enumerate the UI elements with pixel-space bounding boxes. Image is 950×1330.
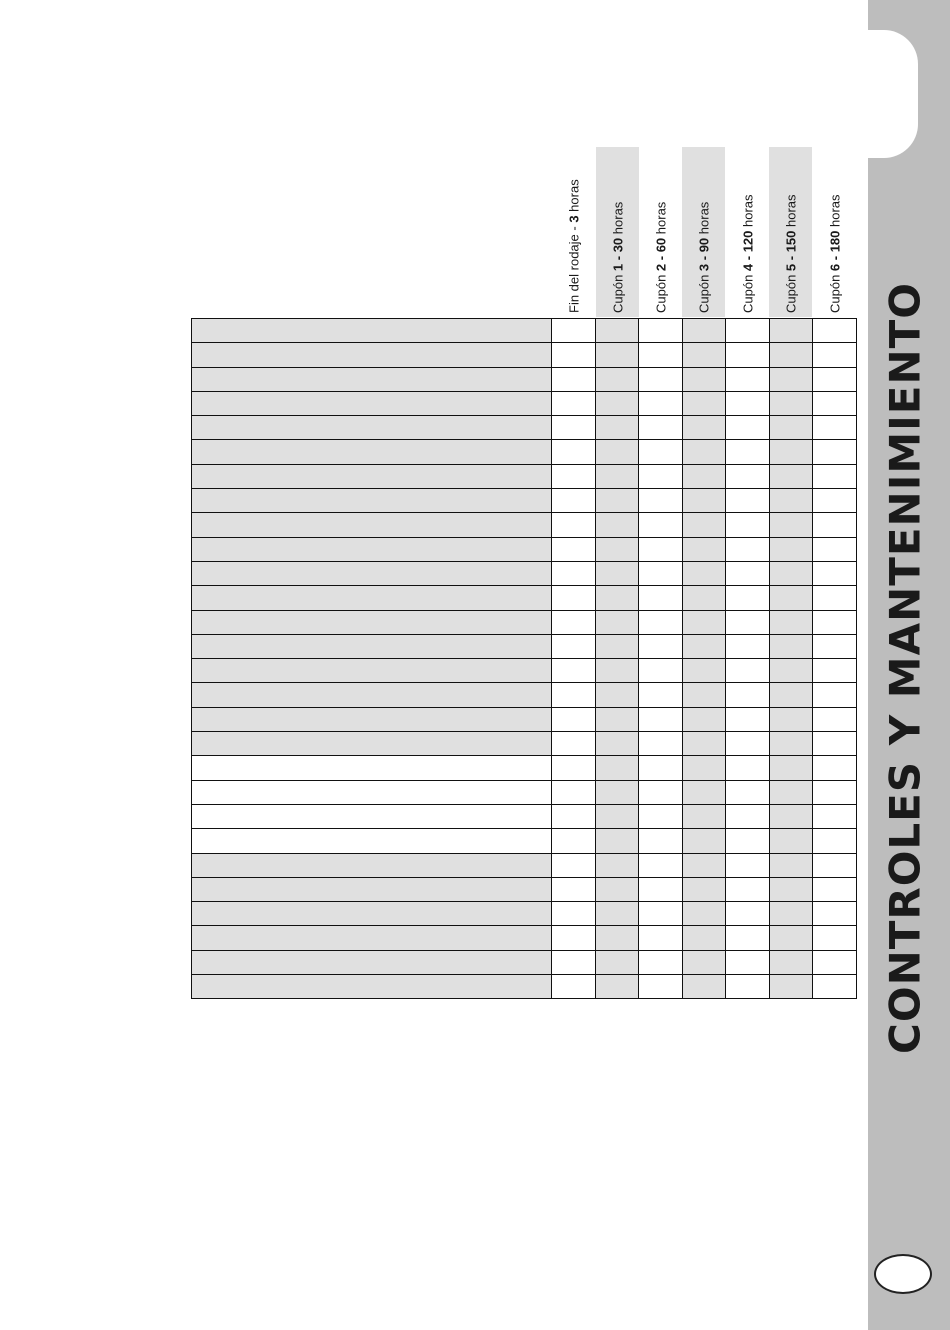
check-cell [726, 853, 770, 877]
check-cell [726, 756, 770, 780]
check-cell [813, 440, 857, 464]
task-cell [192, 829, 552, 853]
check-cell [726, 464, 770, 488]
task-cell [192, 975, 552, 999]
column-header-1 [552, 147, 595, 317]
check-cell [682, 513, 726, 537]
check-cell [595, 319, 639, 343]
check-cell [552, 464, 596, 488]
check-cell [552, 877, 596, 901]
table-row [192, 440, 857, 464]
table-row [192, 586, 857, 610]
check-cell [813, 902, 857, 926]
check-cell [726, 440, 770, 464]
check-cell [682, 926, 726, 950]
check-cell [552, 950, 596, 974]
check-cell [595, 975, 639, 999]
check-cell [682, 489, 726, 513]
table-row [192, 902, 857, 926]
check-cell [813, 975, 857, 999]
check-cell [813, 756, 857, 780]
check-cell [726, 343, 770, 367]
check-cell [552, 416, 596, 440]
check-cell [639, 391, 683, 415]
check-cell [726, 683, 770, 707]
check-cell [726, 391, 770, 415]
check-cell [552, 634, 596, 658]
check-cell [726, 804, 770, 828]
task-cell [192, 319, 552, 343]
check-cell [682, 829, 726, 853]
column-header-2 [596, 147, 639, 317]
check-cell [639, 586, 683, 610]
check-cell [639, 489, 683, 513]
check-cell [552, 561, 596, 585]
check-cell [769, 804, 813, 828]
check-cell [595, 391, 639, 415]
check-cell [682, 683, 726, 707]
check-cell [726, 586, 770, 610]
check-cell [682, 756, 726, 780]
task-cell [192, 732, 552, 756]
check-cell [552, 780, 596, 804]
table-row [192, 610, 857, 634]
task-cell [192, 513, 552, 537]
column-header-6 [769, 147, 812, 317]
table-row [192, 464, 857, 488]
check-cell [682, 343, 726, 367]
check-cell [813, 683, 857, 707]
check-cell [595, 732, 639, 756]
check-cell [595, 950, 639, 974]
check-cell [813, 804, 857, 828]
check-cell [769, 926, 813, 950]
check-cell [726, 610, 770, 634]
task-cell [192, 683, 552, 707]
task-cell [192, 902, 552, 926]
check-cell [769, 780, 813, 804]
check-cell [552, 513, 596, 537]
task-cell [192, 464, 552, 488]
check-cell [639, 610, 683, 634]
check-cell [595, 367, 639, 391]
check-cell [639, 683, 683, 707]
check-cell [726, 877, 770, 901]
check-cell [769, 756, 813, 780]
column-header-5 [726, 147, 769, 317]
task-cell [192, 391, 552, 415]
check-cell [682, 561, 726, 585]
page-number-oval [874, 1254, 932, 1294]
check-cell [769, 367, 813, 391]
table-row [192, 489, 857, 513]
check-cell [639, 732, 683, 756]
table-row [192, 877, 857, 901]
check-cell [639, 440, 683, 464]
check-cell [639, 561, 683, 585]
check-cell [769, 440, 813, 464]
check-cell [769, 732, 813, 756]
check-cell [552, 367, 596, 391]
column-header-4 [682, 147, 725, 317]
check-cell [769, 975, 813, 999]
check-cell [595, 877, 639, 901]
check-cell [813, 464, 857, 488]
check-cell [595, 464, 639, 488]
table-row [192, 950, 857, 974]
check-cell [682, 440, 726, 464]
check-cell [682, 732, 726, 756]
table-row [192, 561, 857, 585]
check-cell [639, 537, 683, 561]
check-cell [726, 367, 770, 391]
table-row [192, 513, 857, 537]
check-cell [682, 902, 726, 926]
check-cell [726, 707, 770, 731]
check-cell [726, 926, 770, 950]
task-cell [192, 489, 552, 513]
check-cell [726, 416, 770, 440]
check-cell [682, 537, 726, 561]
task-cell [192, 343, 552, 367]
task-cell [192, 853, 552, 877]
task-cell [192, 659, 552, 683]
check-cell [769, 513, 813, 537]
check-cell [682, 950, 726, 974]
table-row [192, 416, 857, 440]
check-cell [682, 391, 726, 415]
table-row [192, 367, 857, 391]
check-cell [552, 853, 596, 877]
check-cell [813, 732, 857, 756]
table-row [192, 683, 857, 707]
column-header-label: Cupón 3 - 90 horas [696, 201, 712, 313]
check-cell [813, 926, 857, 950]
check-cell [769, 464, 813, 488]
table-row [192, 732, 857, 756]
table-row [192, 804, 857, 828]
check-cell [595, 683, 639, 707]
check-cell [639, 659, 683, 683]
check-cell [639, 513, 683, 537]
check-cell [552, 343, 596, 367]
check-cell [813, 489, 857, 513]
section-title: CONTROLES Y MANTENIMIENTO [880, 282, 930, 1054]
check-cell [552, 537, 596, 561]
check-cell [552, 756, 596, 780]
check-cell [682, 780, 726, 804]
table-row [192, 659, 857, 683]
task-cell [192, 950, 552, 974]
check-cell [769, 659, 813, 683]
column-header-7 [813, 147, 856, 317]
check-cell [595, 804, 639, 828]
check-cell [769, 537, 813, 561]
check-cell [682, 877, 726, 901]
table-row [192, 537, 857, 561]
check-cell [769, 877, 813, 901]
table-row [192, 391, 857, 415]
check-cell [726, 829, 770, 853]
check-cell [813, 659, 857, 683]
task-cell [192, 926, 552, 950]
check-cell [769, 319, 813, 343]
column-header-label: Cupón 5 - 150 horas [783, 194, 799, 313]
check-cell [639, 950, 683, 974]
check-cell [726, 950, 770, 974]
check-cell [813, 853, 857, 877]
check-cell [682, 416, 726, 440]
table-row [192, 975, 857, 999]
table-row [192, 926, 857, 950]
check-cell [595, 853, 639, 877]
check-cell [552, 319, 596, 343]
check-cell [682, 610, 726, 634]
check-cell [682, 464, 726, 488]
check-cell [726, 319, 770, 343]
check-cell [595, 659, 639, 683]
check-cell [552, 926, 596, 950]
column-header-label: Cupón 6 - 180 horas [827, 194, 843, 313]
task-cell [192, 537, 552, 561]
check-cell [726, 659, 770, 683]
task-cell [192, 416, 552, 440]
column-header-label: Cupón 1 - 30 horas [610, 201, 626, 313]
task-cell [192, 610, 552, 634]
check-cell [682, 586, 726, 610]
check-cell [726, 513, 770, 537]
check-cell [813, 707, 857, 731]
check-cell [552, 440, 596, 464]
check-cell [552, 829, 596, 853]
table-row [192, 853, 857, 877]
check-cell [726, 561, 770, 585]
check-cell [552, 707, 596, 731]
check-cell [552, 732, 596, 756]
check-cell [769, 489, 813, 513]
check-cell [595, 440, 639, 464]
check-cell [639, 902, 683, 926]
check-cell [682, 367, 726, 391]
check-cell [595, 416, 639, 440]
check-cell [639, 416, 683, 440]
check-cell [813, 780, 857, 804]
maintenance-table [191, 318, 857, 999]
check-cell [595, 634, 639, 658]
check-cell [639, 707, 683, 731]
check-cell [682, 707, 726, 731]
check-cell [639, 343, 683, 367]
table-row [192, 707, 857, 731]
check-cell [682, 853, 726, 877]
check-cell [813, 610, 857, 634]
table-row [192, 756, 857, 780]
check-cell [552, 586, 596, 610]
task-cell [192, 586, 552, 610]
check-cell [552, 659, 596, 683]
check-cell [726, 732, 770, 756]
table-row [192, 343, 857, 367]
check-cell [595, 513, 639, 537]
check-cell [682, 319, 726, 343]
check-cell [813, 343, 857, 367]
check-cell [595, 561, 639, 585]
check-cell [726, 537, 770, 561]
check-cell [813, 513, 857, 537]
check-cell [595, 537, 639, 561]
check-cell [639, 926, 683, 950]
column-header-label: Cupón 4 - 120 horas [740, 194, 756, 313]
check-cell [813, 561, 857, 585]
column-header-label: Fin del rodaje - 3 horas [566, 179, 582, 313]
task-cell [192, 561, 552, 585]
task-cell [192, 756, 552, 780]
check-cell [552, 683, 596, 707]
column-header-3 [639, 147, 682, 317]
check-cell [639, 780, 683, 804]
check-cell [595, 926, 639, 950]
check-cell [552, 902, 596, 926]
check-cell [595, 707, 639, 731]
check-cell [769, 391, 813, 415]
check-cell [769, 707, 813, 731]
column-header-label: Cupón 2 - 60 horas [653, 201, 669, 313]
check-cell [813, 319, 857, 343]
check-cell [595, 489, 639, 513]
check-cell [769, 902, 813, 926]
check-cell [639, 853, 683, 877]
task-cell [192, 440, 552, 464]
check-cell [769, 683, 813, 707]
table-row [192, 319, 857, 343]
check-cell [769, 634, 813, 658]
task-cell [192, 707, 552, 731]
check-cell [639, 319, 683, 343]
check-cell [552, 391, 596, 415]
check-cell [595, 756, 639, 780]
check-cell [726, 634, 770, 658]
task-cell [192, 780, 552, 804]
check-cell [639, 367, 683, 391]
check-cell [552, 489, 596, 513]
check-cell [595, 610, 639, 634]
check-cell [813, 391, 857, 415]
check-cell [552, 804, 596, 828]
check-cell [552, 975, 596, 999]
table-row [192, 780, 857, 804]
task-cell [192, 634, 552, 658]
check-cell [595, 343, 639, 367]
task-cell [192, 804, 552, 828]
side-tab-notch [856, 30, 918, 158]
check-cell [639, 464, 683, 488]
check-cell [552, 610, 596, 634]
check-cell [813, 634, 857, 658]
check-cell [639, 975, 683, 999]
check-cell [769, 829, 813, 853]
check-cell [595, 829, 639, 853]
check-cell [769, 950, 813, 974]
check-cell [813, 416, 857, 440]
check-cell [682, 975, 726, 999]
check-cell [769, 343, 813, 367]
check-cell [769, 853, 813, 877]
check-cell [682, 634, 726, 658]
check-cell [769, 586, 813, 610]
check-cell [813, 829, 857, 853]
check-cell [639, 756, 683, 780]
check-cell [769, 561, 813, 585]
check-cell [682, 659, 726, 683]
check-cell [639, 634, 683, 658]
task-cell [192, 367, 552, 391]
task-cell [192, 877, 552, 901]
table-row [192, 829, 857, 853]
check-cell [726, 975, 770, 999]
check-cell [813, 367, 857, 391]
check-cell [726, 780, 770, 804]
check-cell [813, 950, 857, 974]
check-cell [639, 829, 683, 853]
check-cell [813, 537, 857, 561]
check-cell [595, 586, 639, 610]
check-cell [639, 804, 683, 828]
check-cell [769, 610, 813, 634]
check-cell [726, 489, 770, 513]
table-row [192, 634, 857, 658]
check-cell [726, 902, 770, 926]
check-cell [682, 804, 726, 828]
check-cell [813, 586, 857, 610]
check-cell [595, 902, 639, 926]
check-cell [639, 877, 683, 901]
check-cell [769, 416, 813, 440]
check-cell [595, 780, 639, 804]
check-cell [813, 877, 857, 901]
